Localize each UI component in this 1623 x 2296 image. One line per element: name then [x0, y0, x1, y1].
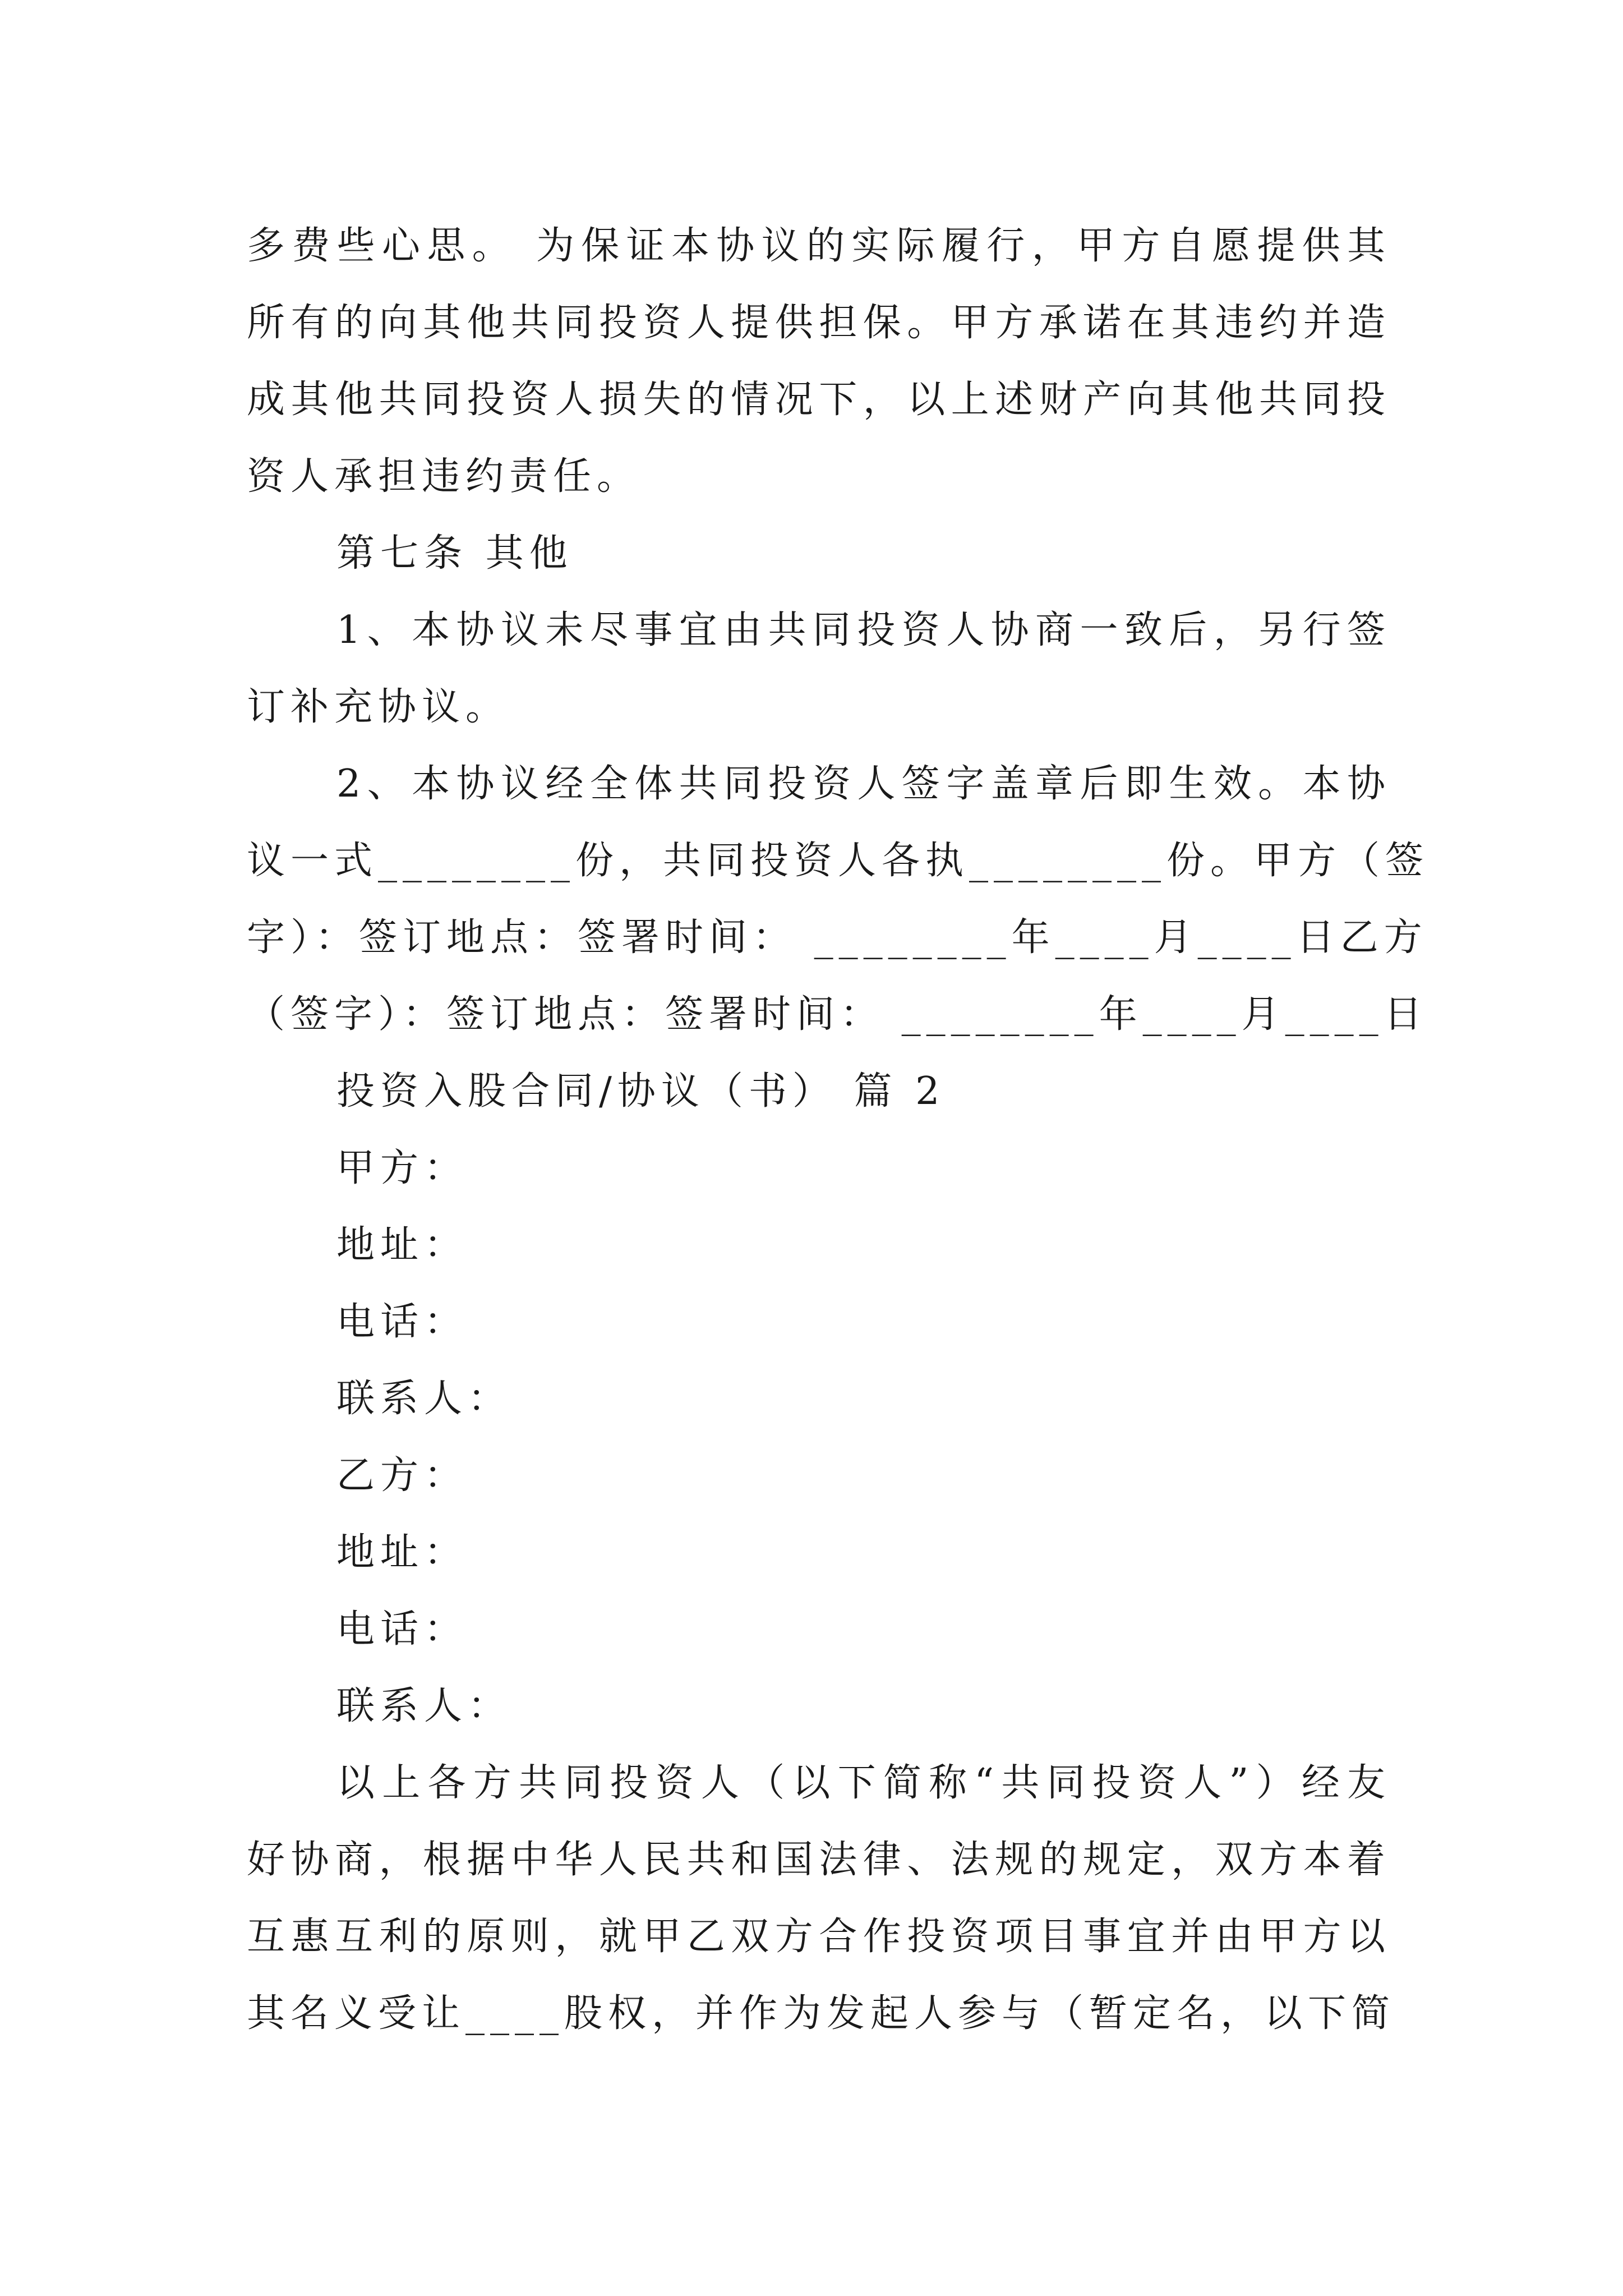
paragraph-line: 互惠互利的原则，就甲乙双方合作投资项目事宜并由甲方以: [247, 1915, 1391, 1959]
paragraph-line: 议一式________份，共同投资人各执________份。甲方（签: [247, 839, 1430, 883]
party-b-phone-label: 电话：: [336, 1607, 468, 1651]
party-a-label: 甲方：: [336, 1146, 468, 1190]
paragraph-line: 字）：签订地点：签署时间： ________年____月____日乙方: [247, 915, 1428, 960]
section-title: 投资入股合同/协议（书） 篇 2: [336, 1069, 946, 1114]
paragraph-line: 以上各方共同投资人（以下简称“共同投资人”）经友: [336, 1761, 1391, 1805]
paragraph-line: 成其他共同投资人损失的情况下，以上述财产向其他共同投: [247, 378, 1391, 422]
section-heading: 第七条 其他: [336, 531, 573, 576]
party-b-address-label: 地址：: [336, 1530, 468, 1575]
party-b-label: 乙方：: [336, 1453, 468, 1498]
party-a-contact-label: 联系人：: [336, 1377, 512, 1421]
paragraph-line: （签字）：签订地点：签署时间： ________年____月____日: [247, 992, 1428, 1037]
paragraph-line: 资人承担违约责任。: [247, 454, 641, 499]
paragraph-line: 订补充协议。: [247, 685, 510, 729]
paragraph-line: 所有的向其他共同投资人提供担保。甲方承诺在其违约并造: [247, 301, 1391, 345]
paragraph-line: 1、本协议未尽事宜由共同投资人协商一致后，另行签: [336, 608, 1391, 652]
paragraph-line: 多费些心思。 为保证本协议的实际履行，甲方自愿提供其: [247, 224, 1391, 268]
paragraph-line: 好协商，根据中华人民共和国法律、法规的规定，双方本着: [247, 1838, 1391, 1882]
party-b-contact-label: 联系人：: [336, 1684, 512, 1728]
paragraph-line: 其名义受让____股权，并作为发起人参与（暂定名，以下简: [247, 1991, 1396, 2036]
paragraph-line: 2、本协议经全体共同投资人签字盖章后即生效。本协: [336, 762, 1391, 806]
party-a-address-label: 地址：: [336, 1223, 468, 1267]
party-a-phone-label: 电话：: [336, 1300, 468, 1344]
document-body: [247, 208, 1430, 2052]
